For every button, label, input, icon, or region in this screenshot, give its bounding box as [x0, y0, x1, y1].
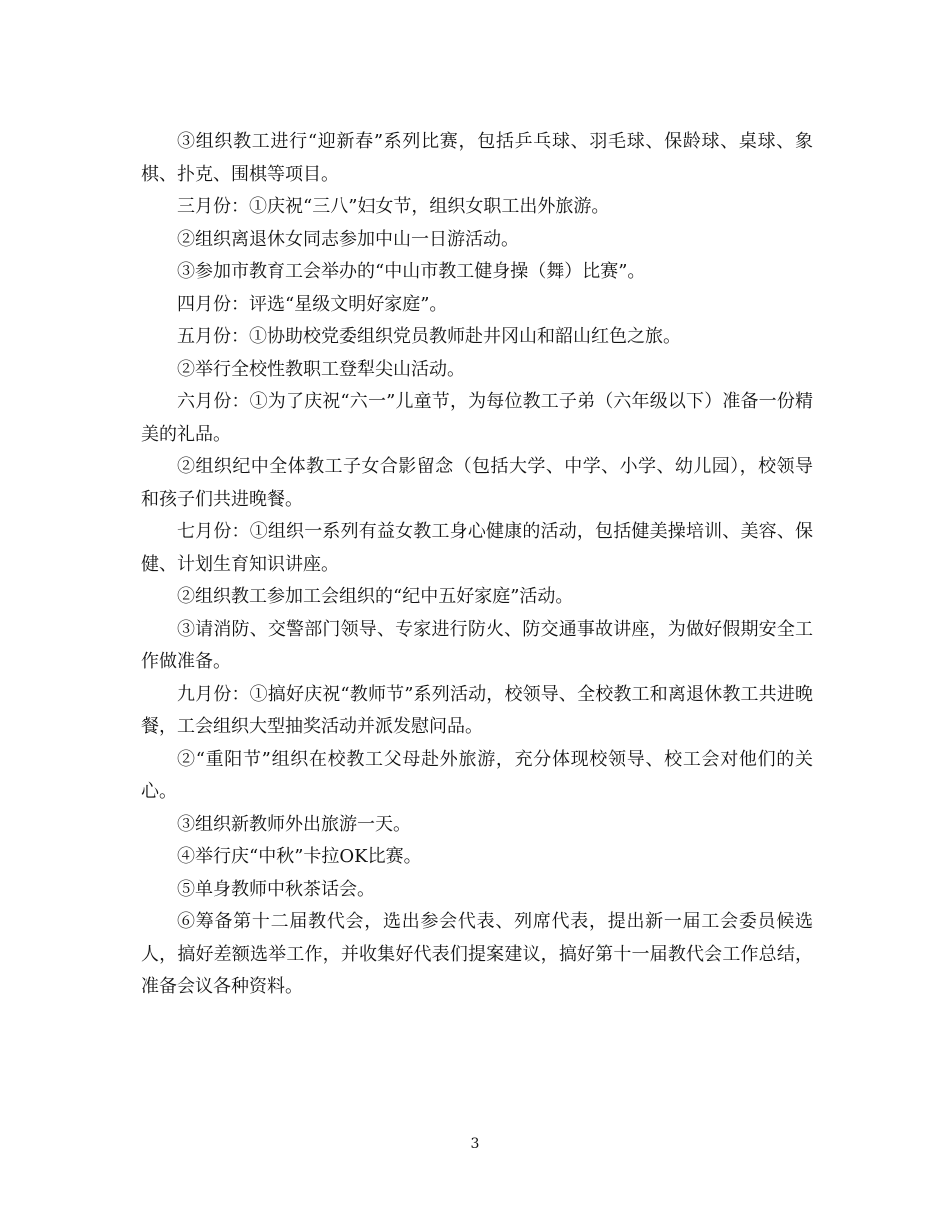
paragraph-7: ②举行全校性教职工登犁尖山活动。: [177, 358, 465, 380]
paragraph-8: 六月份：①为了庆祝“六一”儿童节，为每位教工子弟（六年级以下）准备一份精美的礼品。: [141, 391, 813, 445]
paragraph-18: ⑥筹备第十二届教代会，选出参会代表、列席代表，提出新一届工会委员候选人，搞好差额选举工作，并收集好代表们提案建议，搞好第十一届教代会工作总结，准备会议各种资料。: [141, 911, 813, 997]
paragraph-14: ②“重阳节”组织在校教工父母赴外旅游，充分体现校领导、校工会对他们的关心。: [141, 748, 813, 802]
paragraph-15: ③组织新教师外出旅游一天。: [177, 813, 411, 835]
paragraph-16: ④举行庆“中秋”卡拉OK比赛。: [177, 846, 422, 867]
paragraph-6: 五月份：①协助校党委组织党员教师赴井冈山和韶山红色之旅。: [177, 326, 681, 347]
document-body: [141, 126, 813, 1004]
paragraph-5: 四月份：评选“星级文明好家庭”。: [177, 293, 448, 315]
paragraph-17: ⑤单身教师中秋茶话会。: [177, 878, 375, 900]
paragraph-1: ③组织教工进行“迎新春”系列比赛，包括乒乓球、羽毛球、保龄球、桌球、象棋、扑克、围棋等项目。: [141, 131, 813, 185]
paragraph-13: 九月份：①搞好庆祝“教师节”系列活动，校领导、全校教工和离退休教工共进晚餐，工会组织大型抽奖活动并派发慰问品。: [141, 683, 813, 737]
paragraph-12: ③请消防、交警部门领导、专家进行防火、防交通事故讲座，为做好假期安全工作做准备。: [141, 618, 813, 672]
paragraph-2: 三月份：①庆祝“三八”妇女节，组织女职工出外旅游。: [177, 196, 610, 217]
paragraph-4: ③参加市教育工会举办的“中山市教工健身操（舞）比赛”。: [177, 261, 646, 282]
paragraph-3: ②组织离退休女同志参加中山一日游活动。: [177, 228, 519, 250]
paragraph-9: ②组织纪中全体教工子女合影留念（包括大学、中学、小学、幼儿园），校领导和孩子们共进晚餐。: [141, 456, 813, 510]
paragraph-11: ②组织教工参加工会组织的“纪中五好家庭”活动。: [177, 586, 574, 607]
paragraph-10: 七月份：①组织一系列有益女教工身心健康的活动，包括健美操培训、美容、保健、计划生育知识讲座。: [141, 521, 813, 575]
page-number: 3: [470, 1136, 480, 1152]
